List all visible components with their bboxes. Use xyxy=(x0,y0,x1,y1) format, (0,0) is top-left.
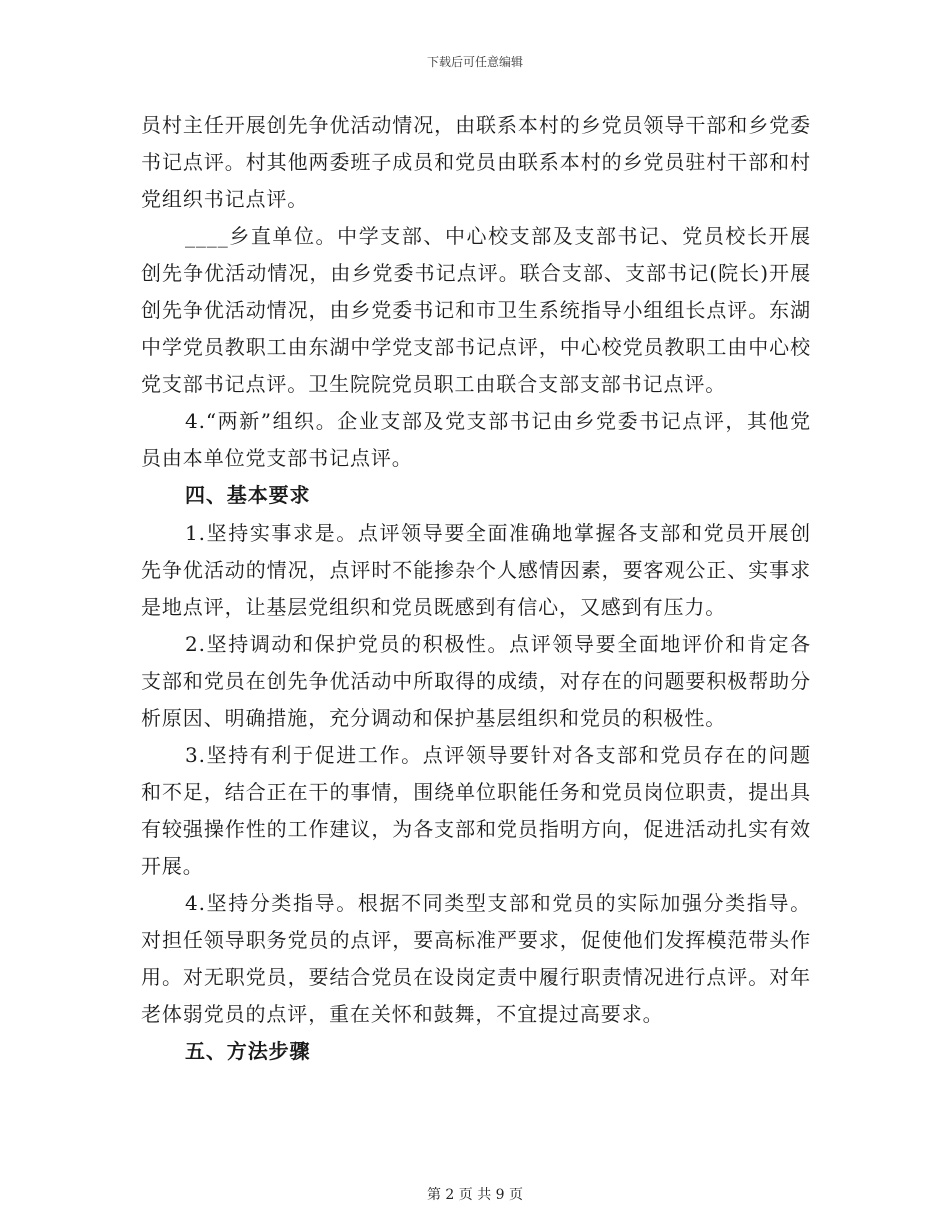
page-header-note: 下载后可任意编辑 xyxy=(426,55,523,69)
requirement-3: 3.坚持有利于促进工作。点评领导要针对各支部和党员存在的问题和不足，结合正在干的事情，围绕单位职能任务和党员岗位职责，提出具有较强操作性的工作建议，为各支部和党员指明方向，促进活动扎实有效开展。 xyxy=(141,743,811,878)
requirement-1: 1.坚持实事求是。点评领导要全面准确地掌握各支部和党员开展创先争优活动的情况，点评时不能掺杂个人感情因素，要客观公正、实事求是地点评，让基层党组织和党员既感到有信心，又感到有压力。 xyxy=(141,521,811,619)
paragraph-township-units: ____乡直单位。中学支部、中心校支部及支部书记、党员校长开展创先争优活动情况，由乡党委书记点评。联合支部、支部书记(院长)开展创先争优活动情况，由乡党委书记和市卫生系统指导小组组长点评。东湖中学党员教职工由东湖中学党支部书记点评，中心校党员教职工由中心校党支部书记点评。卫生院院党员职工由联合支部支部书记点评。 xyxy=(141,224,811,396)
paragraph-village-review: 员村主任开展创先争优活动情况，由联系本村的乡党员领导干部和乡党委书记点评。村其他两委班子成员和党员由联系本村的乡党员驻村干部和村党组织书记点评。 xyxy=(141,113,811,211)
requirement-2: 2.坚持调动和保护党员的积极性。点评领导要全面地评价和肯定各支部和党员在创先争优活动中所取得的成绩，对存在的问题要积极帮助分析原因、明确措施，充分调动和保护基层组织和党员的积极性。 xyxy=(141,632,811,730)
page-number: 第 2 页 共 9 页 xyxy=(426,1187,524,1203)
section-heading-method-steps: 五、方法步骤 xyxy=(185,1039,311,1063)
document-body xyxy=(141,107,811,1071)
paragraph-two-new-organizations: 4.“两新”组织。企业支部及党支部书记由乡党委书记点评，其他党员由本单位党支部书记点评。 xyxy=(141,409,811,470)
requirement-4: 4.坚持分类指导。根据不同类型支部和党员的实际加强分类指导。对担任领导职务党员的点评，要高标准严要求，促使他们发挥模范带头作用。对无职党员，要结合党员在设岗定责中履行职责情况进行点评。对年老体弱党员的点评，重在关怀和鼓舞，不宜提过高要求。 xyxy=(141,891,811,1026)
section-heading-basic-requirements: 四、基本要求 xyxy=(185,483,311,507)
